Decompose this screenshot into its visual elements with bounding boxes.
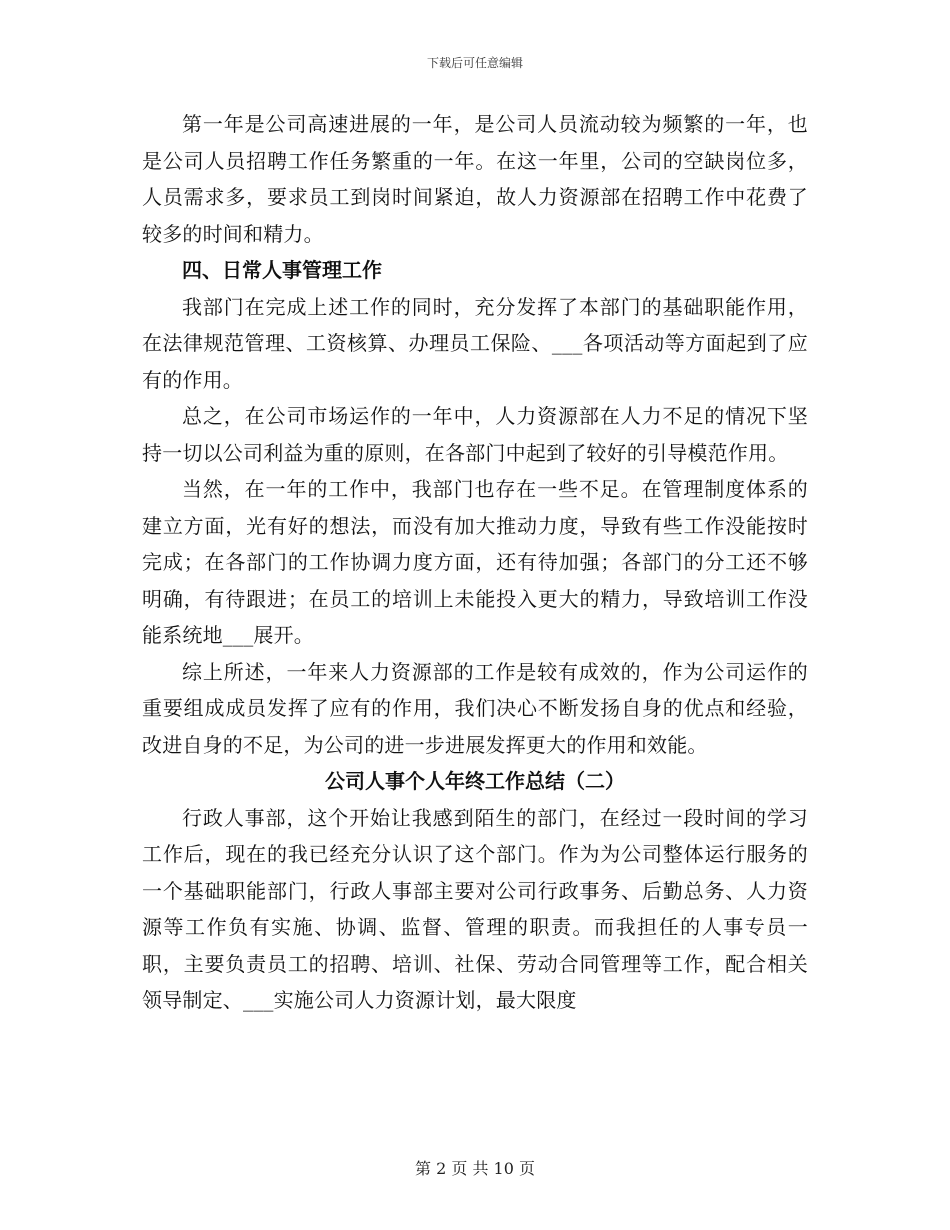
paragraph-recruitment-summary: 第一年是公司高速进展的一年，是公司人员流动较为频繁的一年，也是公司人员招聘工作任务繁重的一年。在这一年里，公司的空缺岗位多，人员需求多，要求员工到岗时间紧迫，故人力资源部在招聘工作中花费了较多的时间和精力。 (142, 112, 808, 246)
paragraph-conclusion: 总之，在公司市场运作的一年中，人力资源部在人力不足的情况下坚持一切以公司利益为重的原则，在各部门中起到了较好的引导模范作用。 (142, 404, 808, 465)
page-header-note: 下载后可任意编辑 (426, 56, 523, 70)
page-number: 第 2 页 共 10 页 (415, 1159, 535, 1178)
paragraph-shortcomings: 当然，在一年的工作中，我部门也存在一些不足。在管理制度体系的建立方面，光有好的想法，而没有加大推动力度，导致有些工作没能按时完成；在各部门的工作协调力度方面，还有待加强；各部门的分工还不够明确，有待跟进；在员工的培训上未能投入更大的精力，导致培训工作没能系统地___展开。 (142, 477, 808, 647)
section-heading-daily-hr: 四、日常人事管理工作 (182, 258, 382, 282)
paragraph-daily-hr: 我部门在完成上述工作的同时，充分发挥了本部门的基础职能作用，在法律规范管理、工资核算、办理员工保险、___各项活动等方面起到了应有的作用。 (142, 294, 808, 392)
paragraph-admin-dept: 行政人事部，这个开始让我感到陌生的部门，在经过一段时间的学习工作后，现在的我已经充分认识了这个部门。作为为公司整体运行服务的一个基础职能部门，行政人事部主要对公司行政事务、后勤总务、人力资源等工作负有实施、协调、监督、管理的职责。而我担任的人事专员一职，主要负责员工的招聘、培训、社保、劳动合同管理等工作，配合相关领导制定、___实施公司人力资源计划，最大限度 (142, 805, 808, 1012)
document-body (142, 106, 808, 1019)
section-title-part-two: 公司人事个人年终工作总结（二） (325, 769, 625, 793)
paragraph-overall: 综上所述，一年来人力资源部的工作是较有成效的，作为公司运作的重要组成成员发挥了应有的作用，我们决心不断发扬自身的优点和经验，改进自身的不足，为公司的进一步进展发挥更大的作用和效能。 (142, 659, 808, 757)
